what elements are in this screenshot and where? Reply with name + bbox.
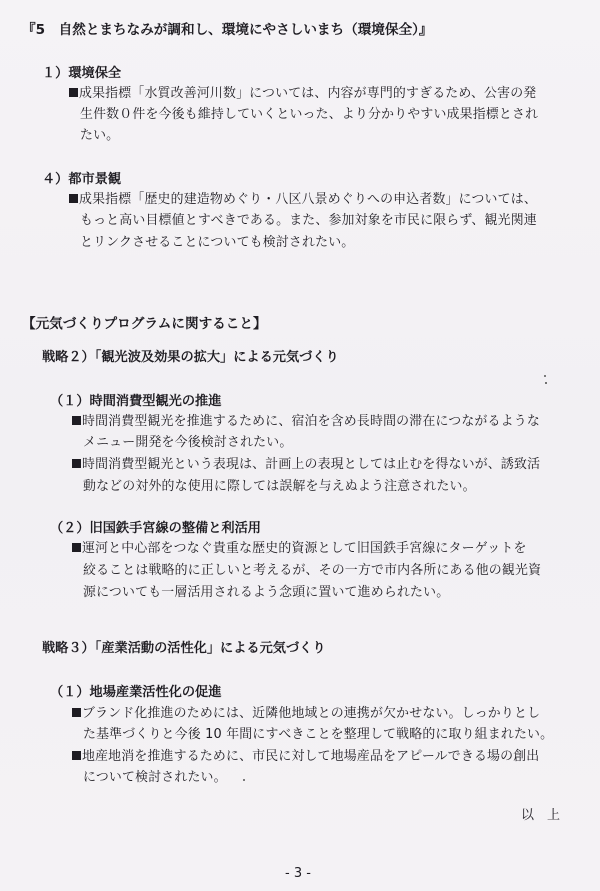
subsection-heading: （２）旧国鉄手宮線の整備と利活用 (50, 521, 261, 536)
bullet-text: 時間消費型観光という表現は、計画上の表現としては止むを得ないが、誘致活 (82, 457, 541, 472)
bullet-line (72, 749, 539, 765)
scan-speck (243, 779, 245, 781)
body-line: とリンクさせることについても検討されたい。 (80, 235, 355, 250)
bullet-text: 地産地消を推進するために、市民に対して地場産品をアピールできる場の創出 (82, 749, 540, 764)
body-line: もっと高い目標値とすべきである。また、参加対象を市民に限らず、観光関連 (80, 213, 537, 228)
bullet-line (69, 192, 537, 208)
square-bullet-icon (69, 194, 78, 203)
strategy-heading: 戦略２）「観光波及効果の拡大」による元気づくり (42, 350, 339, 365)
bullet-line (72, 541, 527, 557)
item-heading: １）環境保全 (42, 66, 122, 81)
section-title: 『5 自然とまちなみが調和し、環境にやさしいまち（環境保全）』 (22, 22, 433, 38)
scan-speck (545, 382, 547, 384)
body-line: た基準づくりと今後 10 年間にすべきことを整理して戦略的に取り組まれたい。 (83, 727, 554, 742)
closing-text: 以 上 (521, 808, 561, 823)
page-number: - 3 - (285, 866, 311, 881)
bullet-line (72, 414, 540, 430)
bullet-text: 時間消費型観光を推進するために、宿泊を含め長時間の滞在につながるような (82, 414, 540, 429)
body-line: メニュー開発を今後検討されたい。 (83, 435, 293, 450)
bullet-text: 運河と中心部をつなぐ貴重な歴史的資源として旧国鉄手宮線にターゲットを (82, 541, 527, 556)
strategy-heading: 戦略３）「産業活動の活性化」による元気づくり (42, 641, 326, 656)
body-line: について検討されたい。 (83, 770, 227, 785)
body-line: 動などの対外的な使用に際しては誤解を与えぬよう注意されたい。 (83, 479, 476, 494)
bullet-line (72, 706, 540, 722)
subsection-heading: （１）地場産業活性化の促進 (50, 685, 222, 700)
scan-speck (544, 375, 546, 377)
square-bullet-icon (72, 543, 81, 552)
item-heading: ４）都市景観 (42, 172, 122, 187)
subsection-heading: （１）時間消費型観光の推進 (50, 394, 222, 409)
square-bullet-icon (72, 416, 81, 425)
square-bullet-icon (72, 708, 81, 717)
bullet-text: 成果指標「水質改善河川数」については、内容が専門的すぎるため、公害の発 (79, 86, 537, 101)
body-line: たい。 (80, 128, 120, 143)
square-bullet-icon (72, 751, 81, 760)
bullet-line (72, 457, 540, 473)
body-line: 絞ることは戦略的に正しいと考えるが、その一方で市内各所にある他の観光資 (83, 563, 542, 578)
program-title: 【元気づくりプログラムに関すること】 (22, 316, 267, 332)
square-bullet-icon (72, 459, 81, 468)
square-bullet-icon (69, 88, 78, 97)
bullet-text: 成果指標「歴史的建造物めぐり・八区八景めぐりへの申込者数」については、 (79, 192, 537, 207)
bullet-text: ブランド化推進のためには、近隣他地域との連携が欠かせない。しっかりとし (82, 706, 541, 721)
body-line: 源についても一層活用されるよう念頭に置いて進められたい。 (83, 585, 450, 600)
body-line: 生件数０件を今後も維持していくといった、より分かりやすい成果指標とされ (80, 107, 539, 122)
bullet-line (69, 86, 536, 102)
